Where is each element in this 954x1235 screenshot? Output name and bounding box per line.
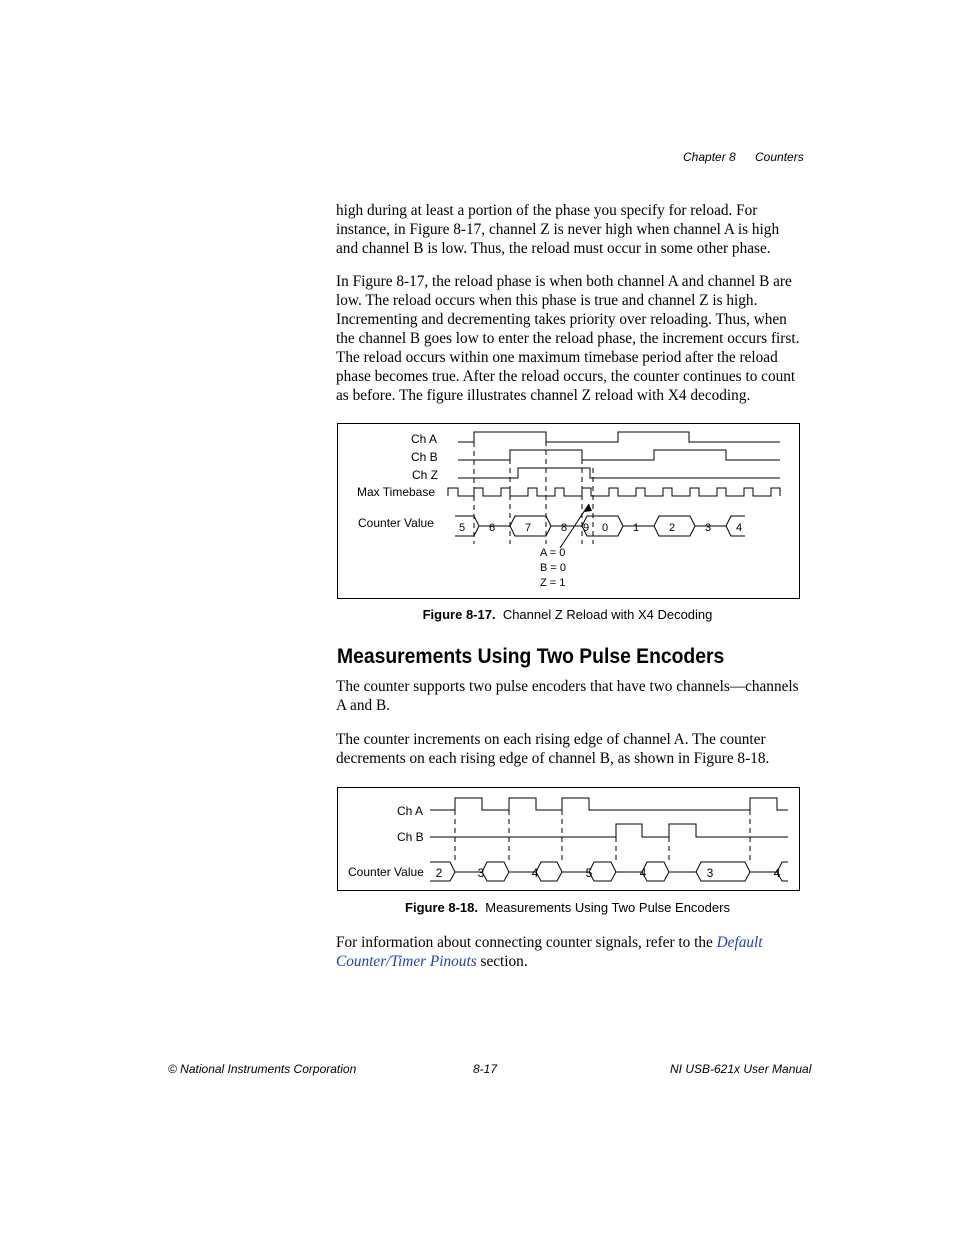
- figure-8-18: [337, 787, 800, 891]
- fig18-counter-value-5: 3: [706, 866, 714, 880]
- fig17-label-ch-z: Ch Z: [412, 468, 439, 482]
- fig17-counter-value-3: 8: [560, 522, 568, 534]
- fig17-counter-value-7: 2: [668, 522, 676, 534]
- default-counter-timer-pinouts-link[interactable]: Default Counter/Timer Pinouts: [336, 934, 763, 970]
- paragraph-increment-decrement: The counter increments on each rising edge of channel A. The counter decrements on each rising edge of channel B, as shown in Figure 8-18.: [336, 731, 770, 767]
- more-info-text: For information about connecting counter signals, refer to the: [336, 934, 717, 951]
- fig17-counter-value-5: 0: [601, 522, 609, 534]
- fig18-label-counter-value: Counter Value: [348, 865, 424, 879]
- figure-8-18-number: Figure 8-18.: [405, 900, 478, 915]
- timing-diagram-two-pulse: [338, 788, 799, 890]
- footer-copyright: © National Instruments Corporation: [168, 1062, 357, 1076]
- fig18-counter-value-0: 2: [435, 866, 443, 880]
- fig18-counter-value-3: 5: [585, 866, 593, 880]
- fig17-label-ch-a: Ch A: [411, 432, 438, 446]
- more-info-suffix: section.: [476, 953, 528, 970]
- paragraph-more-info: [336, 933, 802, 971]
- fig17-counter-value-6: 1: [632, 522, 640, 534]
- section-heading: Measurements Using Two Pulse Encoders: [337, 645, 725, 668]
- footer-page-number: 8-17: [473, 1062, 498, 1076]
- figure-8-17-number: Figure 8-17.: [422, 607, 496, 622]
- fig17-annotation-b: B = 0: [540, 562, 566, 574]
- figure-8-17-caption: [337, 607, 798, 622]
- fig17-counter-value-0: 5: [458, 522, 466, 534]
- paragraph-reload-phase: high during at least a portion of the phase you specify for reload. For instance, in Figure 8-17, channel Z is never high when channel A is high and channel B is low. Thus, the reload must occur in some other phase.: [336, 202, 780, 257]
- header-section: Counters: [755, 150, 804, 164]
- header-chapter: Chapter 8: [683, 150, 736, 164]
- fig17-counter-value-8: 3: [704, 522, 712, 534]
- paragraph-two-pulse-intro: The counter supports two pulse encoders that have two channels—channels A and B.: [336, 678, 799, 714]
- fig18-label-ch-a: Ch A: [397, 804, 424, 818]
- fig18-counter-value-6: 4: [773, 866, 781, 880]
- fig17-annotation-z: Z = 1: [540, 577, 566, 589]
- fig18-counter-value-1: 3: [477, 866, 485, 880]
- figure-8-17: [337, 423, 800, 599]
- timing-diagram-x4-reload: [338, 424, 799, 598]
- fig17-counter-value-2: 7: [524, 522, 532, 534]
- figure-8-17-title: Channel Z Reload with X4 Decoding: [502, 607, 713, 622]
- fig17-counter-value-4: 9: [582, 522, 590, 534]
- fig17-annotation-a: A = 0: [540, 547, 566, 559]
- footer-manual-title: NI USB-621x User Manual: [670, 1062, 812, 1076]
- figure-8-18-title: Measurements Using Two Pulse Encoders: [485, 900, 730, 915]
- fig17-counter-value-1: 6: [488, 522, 496, 534]
- fig18-counter-value-4: 4: [639, 866, 647, 880]
- fig18-label-ch-b: Ch B: [397, 830, 424, 844]
- fig17-counter-value-9: 4: [735, 522, 743, 534]
- figure-8-18-caption: [337, 900, 798, 915]
- fig17-label-counter-value: Counter Value: [358, 516, 434, 530]
- fig18-counter-value-2: 4: [531, 866, 539, 880]
- paragraph-reload-description: In Figure 8-17, the reload phase is when both channel A and channel B are low. The reload occurs when this phase is true and channel Z is high. Incrementing and decrementing takes priority over reloading. Thus, when the channel B goes low to enter the reload phase, the increment occurs first. The reload occurs within one maximum timebase period after the reload phase becomes true. After the reload occurs, the counter continues to count as before. The figure illustrates channel Z reload with X4 decoding.: [336, 273, 800, 404]
- fig17-label-max-timebase: Max Timebase: [357, 485, 436, 499]
- fig17-label-ch-b: Ch B: [411, 450, 438, 464]
